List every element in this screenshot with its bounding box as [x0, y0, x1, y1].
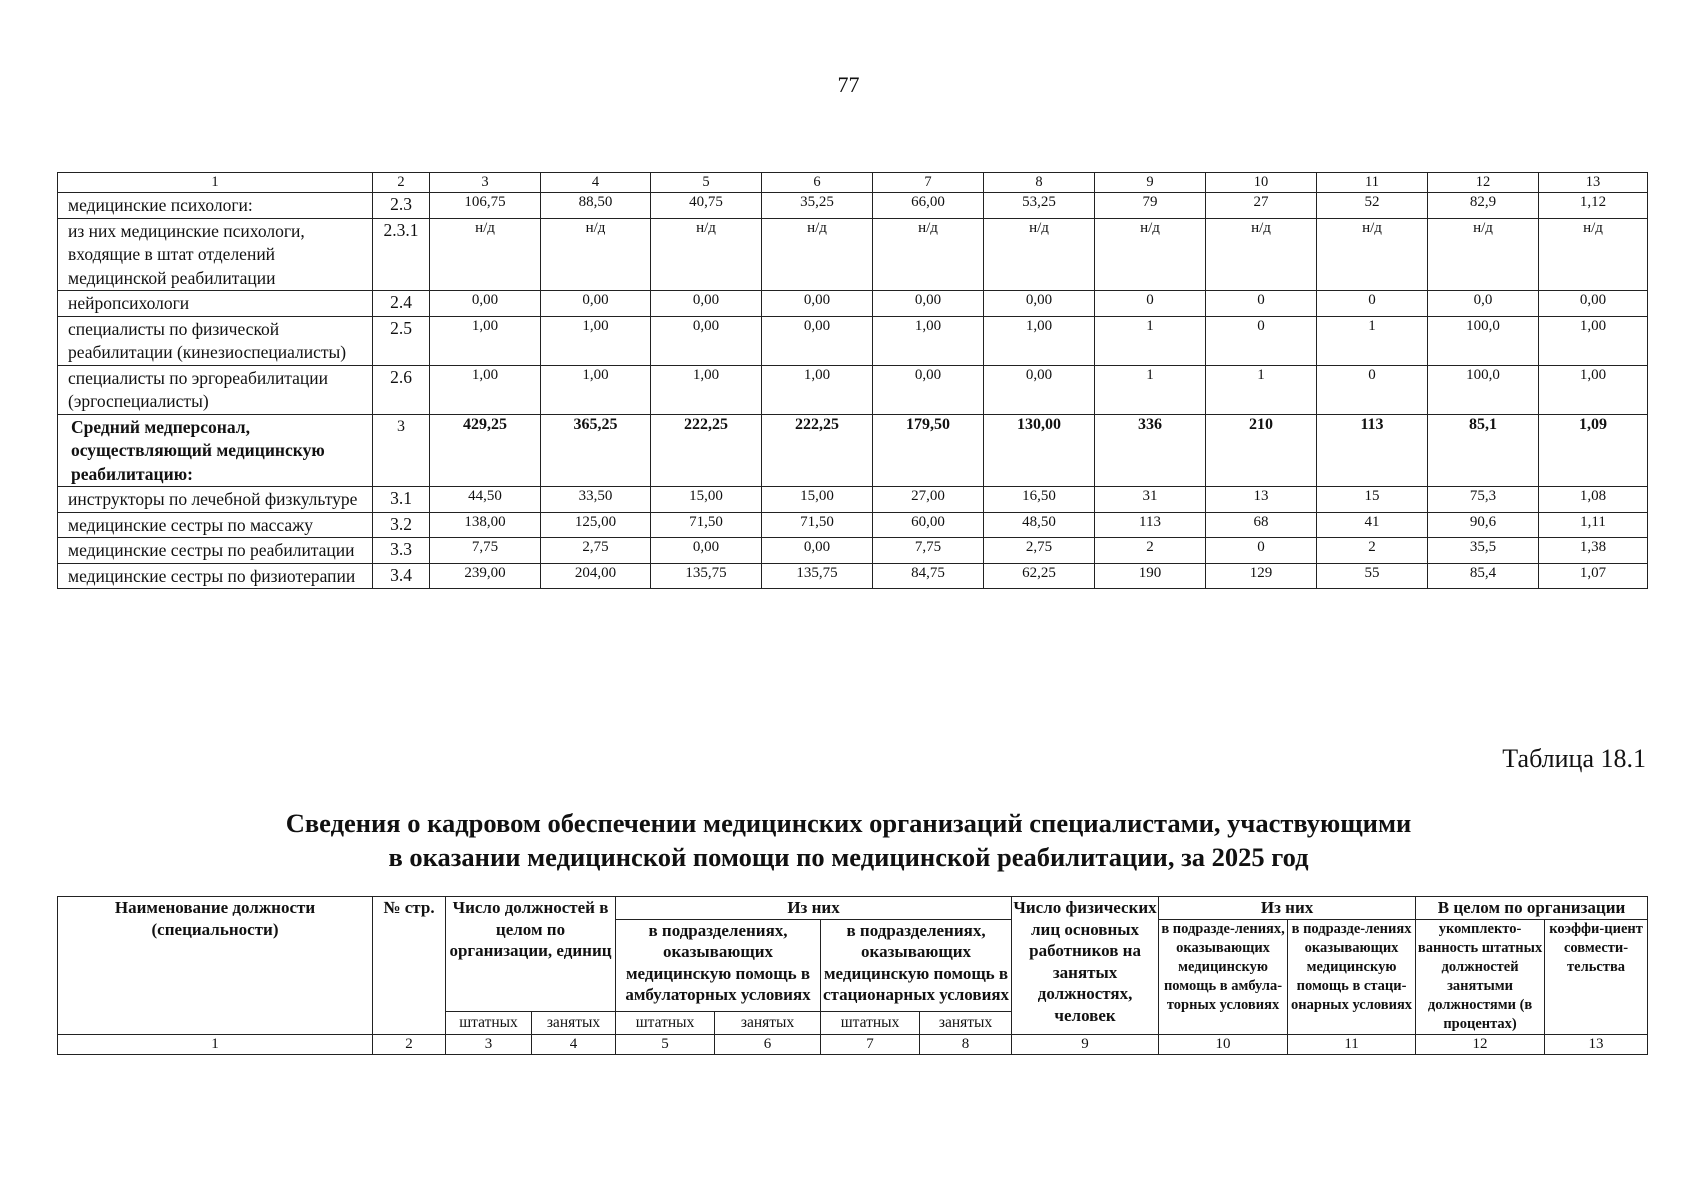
- position-name-cell: из них медицинские психологи, входящие в штат отделений медицинской реабилитации: [58, 218, 373, 291]
- table-row: [58, 512, 1648, 538]
- position-name-cell: Средний медперсонал, осуществляющий медицинскую реабилитацию:: [58, 414, 373, 487]
- value-cell: 0,00: [762, 316, 873, 365]
- value-cell: 52: [1317, 193, 1428, 219]
- value-cell: 68: [1206, 512, 1317, 538]
- col-header-row-number: № стр.: [373, 897, 446, 1035]
- value-cell: 0: [1095, 291, 1206, 317]
- value-cell: 0: [1317, 365, 1428, 414]
- value-cell: 40,75: [651, 193, 762, 219]
- column-number-cell: 2: [373, 173, 430, 193]
- value-cell: 16,50: [984, 487, 1095, 513]
- column-number-cell: 7: [873, 173, 984, 193]
- value-cell: 0,00: [762, 538, 873, 564]
- value-cell: 1: [1317, 316, 1428, 365]
- value-cell: 1,00: [541, 316, 651, 365]
- value-cell: 222,25: [651, 414, 762, 487]
- value-cell: 75,3: [1428, 487, 1539, 513]
- column-number-cell: 5: [616, 1034, 715, 1054]
- value-cell: 1,00: [541, 365, 651, 414]
- col-header-staffing-percent: укомплекто-ванность штатных должностей занятыми должностями (в процентах): [1416, 919, 1545, 1034]
- table-title-line-2: в оказании медицинской помощи по медицинской реабилитации, за 2025 год: [388, 842, 1309, 872]
- value-cell: 179,50: [873, 414, 984, 487]
- table-row: [58, 487, 1648, 513]
- row-code-cell: 2.4: [373, 291, 430, 317]
- value-cell: 135,75: [651, 563, 762, 589]
- column-number-cell: 8: [984, 173, 1095, 193]
- value-cell: 113: [1095, 512, 1206, 538]
- value-cell: 113: [1317, 414, 1428, 487]
- value-cell: 85,1: [1428, 414, 1539, 487]
- value-cell: 1,00: [430, 365, 541, 414]
- value-cell: 7,75: [430, 538, 541, 564]
- value-cell: 0,00: [873, 291, 984, 317]
- value-cell: 1,11: [1539, 512, 1648, 538]
- value-cell: 1,08: [1539, 487, 1648, 513]
- sub-header-staff: штатных: [446, 1012, 532, 1034]
- value-cell: 365,25: [541, 414, 651, 487]
- value-cell: 0,00: [430, 291, 541, 317]
- col-header-coefficient: коэффи-циент совмести-тельства: [1545, 919, 1648, 1034]
- column-number-cell: 10: [1159, 1034, 1288, 1054]
- value-cell: 1,00: [1539, 316, 1648, 365]
- value-cell: 41: [1317, 512, 1428, 538]
- sub-header-occupied: занятых: [532, 1012, 616, 1034]
- value-cell: н/д: [1539, 218, 1648, 291]
- value-cell: 0,00: [651, 538, 762, 564]
- value-cell: н/д: [430, 218, 541, 291]
- column-number-cell: 5: [651, 173, 762, 193]
- value-cell: 1: [1095, 365, 1206, 414]
- table-row: [58, 291, 1648, 317]
- row-code-cell: 2.3.1: [373, 218, 430, 291]
- column-number-cell: 9: [1095, 173, 1206, 193]
- position-name-cell: нейропсихологи: [58, 291, 373, 317]
- page-number: 77: [837, 72, 860, 97]
- value-cell: 90,6: [1428, 512, 1539, 538]
- column-number-cell: 10: [1206, 173, 1317, 193]
- position-name-cell: медицинские сестры по массажу: [58, 512, 373, 538]
- row-code-cell: 2.3: [373, 193, 430, 219]
- value-cell: 2,75: [984, 538, 1095, 564]
- value-cell: 35,5: [1428, 538, 1539, 564]
- value-cell: 1: [1206, 365, 1317, 414]
- table-row: [58, 414, 1648, 487]
- table-row: [58, 316, 1648, 365]
- value-cell: 15: [1317, 487, 1428, 513]
- value-cell: 55: [1317, 563, 1428, 589]
- value-cell: 88,50: [541, 193, 651, 219]
- value-cell: 1,00: [651, 365, 762, 414]
- column-number-cell: 9: [1012, 1034, 1159, 1054]
- value-cell: 27: [1206, 193, 1317, 219]
- table-title-line-1: Сведения о кадровом обеспечении медицинских организаций специалистами, участвующими: [285, 808, 1412, 838]
- column-number-cell: 11: [1317, 173, 1428, 193]
- table-row: [58, 193, 1648, 219]
- value-cell: 100,0: [1428, 316, 1539, 365]
- column-number-cell: 6: [762, 173, 873, 193]
- row-code-cell: 2.5: [373, 316, 430, 365]
- value-cell: 85,4: [1428, 563, 1539, 589]
- value-cell: 0,00: [984, 365, 1095, 414]
- value-cell: н/д: [762, 218, 873, 291]
- value-cell: н/д: [984, 218, 1095, 291]
- column-number-cell: 1: [58, 173, 373, 193]
- value-cell: 1,38: [1539, 538, 1648, 564]
- column-number-cell: 6: [715, 1034, 821, 1054]
- value-cell: 31: [1095, 487, 1206, 513]
- value-cell: н/д: [1317, 218, 1428, 291]
- column-number-cell: 3: [446, 1034, 532, 1054]
- position-name-cell: медицинские сестры по физиотерапии: [58, 563, 373, 589]
- table-row: [58, 563, 1648, 589]
- value-cell: 106,75: [430, 193, 541, 219]
- column-number-cell: 7: [821, 1034, 920, 1054]
- value-cell: н/д: [1206, 218, 1317, 291]
- value-cell: 210: [1206, 414, 1317, 487]
- value-cell: 138,00: [430, 512, 541, 538]
- position-name-cell: медицинские психологи:: [58, 193, 373, 219]
- col-header-inpatient-persons: в подразде-лениях оказывающих медицинскую помощь в стаци-онарных условиях: [1288, 919, 1416, 1034]
- column-number-cell: 13: [1539, 173, 1648, 193]
- value-cell: 48,50: [984, 512, 1095, 538]
- value-cell: 130,00: [984, 414, 1095, 487]
- staffing-header-table: [57, 896, 1648, 1055]
- value-cell: 0,00: [651, 316, 762, 365]
- table-row: [58, 365, 1648, 414]
- value-cell: 129: [1206, 563, 1317, 589]
- value-cell: 0,00: [984, 291, 1095, 317]
- value-cell: 1,00: [762, 365, 873, 414]
- value-cell: 82,9: [1428, 193, 1539, 219]
- value-cell: 84,75: [873, 563, 984, 589]
- value-cell: 1,00: [873, 316, 984, 365]
- column-number-cell: 8: [920, 1034, 1012, 1054]
- value-cell: 0: [1206, 316, 1317, 365]
- column-number-cell: 13: [1545, 1034, 1648, 1054]
- value-cell: 1,12: [1539, 193, 1648, 219]
- value-cell: 1,09: [1539, 414, 1648, 487]
- value-cell: 0: [1206, 538, 1317, 564]
- sub-header-staff: штатных: [616, 1012, 715, 1034]
- sub-header-occupied: занятых: [715, 1012, 821, 1034]
- value-cell: 239,00: [430, 563, 541, 589]
- table-row: [58, 538, 1648, 564]
- value-cell: 7,75: [873, 538, 984, 564]
- col-header-position-name: Наименование должности (специальности): [58, 897, 373, 1035]
- position-name-cell: специалисты по эргореабилитации (эргоспециалисты): [58, 365, 373, 414]
- value-cell: 62,25: [984, 563, 1095, 589]
- value-cell: 336: [1095, 414, 1206, 487]
- col-header-outpatient-persons: в подразде-лениях, оказывающих медицинскую помощь в амбула-торных условиях: [1159, 919, 1288, 1034]
- row-code-cell: 3.4: [373, 563, 430, 589]
- value-cell: 2: [1095, 538, 1206, 564]
- group-header-of-them-positions: Из них: [616, 897, 1012, 920]
- value-cell: 13: [1206, 487, 1317, 513]
- value-cell: н/д: [651, 218, 762, 291]
- value-cell: 0,00: [651, 291, 762, 317]
- table-row: [58, 218, 1648, 291]
- value-cell: 0,00: [873, 365, 984, 414]
- value-cell: 1: [1095, 316, 1206, 365]
- column-number-row: [58, 173, 1648, 193]
- value-cell: н/д: [873, 218, 984, 291]
- value-cell: 190: [1095, 563, 1206, 589]
- value-cell: н/д: [1428, 218, 1539, 291]
- value-cell: 33,50: [541, 487, 651, 513]
- col-header-total-positions: Число должностей в целом по организации, единиц: [446, 897, 616, 1012]
- value-cell: 0: [1317, 291, 1428, 317]
- col-header-outpatient-units: в подразделениях, оказывающих медицинскую помощь в амбулаторных условиях: [616, 919, 821, 1012]
- row-code-cell: 3.2: [373, 512, 430, 538]
- value-cell: 100,0: [1428, 365, 1539, 414]
- col-header-physical-persons: Число физических лиц основных работников на занятых должностях, человек: [1012, 897, 1159, 1035]
- value-cell: 15,00: [651, 487, 762, 513]
- value-cell: 1,00: [430, 316, 541, 365]
- row-code-cell: 3.3: [373, 538, 430, 564]
- column-number-cell: 4: [532, 1034, 616, 1054]
- column-number-cell: 4: [541, 173, 651, 193]
- row-code-cell: 3.1: [373, 487, 430, 513]
- value-cell: 27,00: [873, 487, 984, 513]
- value-cell: 0,00: [762, 291, 873, 317]
- value-cell: 1,00: [1539, 365, 1648, 414]
- value-cell: 71,50: [762, 512, 873, 538]
- table-label: Таблица 18.1: [1502, 744, 1646, 773]
- column-number-cell: 12: [1416, 1034, 1545, 1054]
- value-cell: 44,50: [430, 487, 541, 513]
- value-cell: 79: [1095, 193, 1206, 219]
- column-number-cell: 1: [58, 1034, 373, 1054]
- column-number-row: [58, 1034, 1648, 1054]
- value-cell: 135,75: [762, 563, 873, 589]
- group-header-of-them-persons: Из них: [1159, 897, 1416, 920]
- value-cell: 60,00: [873, 512, 984, 538]
- value-cell: 0,0: [1428, 291, 1539, 317]
- row-code-cell: 2.6: [373, 365, 430, 414]
- value-cell: 429,25: [430, 414, 541, 487]
- value-cell: 0,00: [1539, 291, 1648, 317]
- value-cell: 35,25: [762, 193, 873, 219]
- column-number-cell: 3: [430, 173, 541, 193]
- group-header-organization-total: В целом по организации: [1416, 897, 1648, 920]
- sub-header-staff: штатных: [821, 1012, 920, 1034]
- value-cell: 0: [1206, 291, 1317, 317]
- sub-header-occupied: занятых: [920, 1012, 1012, 1034]
- value-cell: н/д: [1095, 218, 1206, 291]
- value-cell: 53,25: [984, 193, 1095, 219]
- column-number-cell: 11: [1288, 1034, 1416, 1054]
- row-code-cell: 3: [373, 414, 430, 487]
- value-cell: 222,25: [762, 414, 873, 487]
- position-name-cell: специалисты по физической реабилитации (кинезиоспециалисты): [58, 316, 373, 365]
- value-cell: н/д: [541, 218, 651, 291]
- value-cell: 0,00: [541, 291, 651, 317]
- col-header-inpatient-units: в подразделениях, оказывающих медицинскую помощь в стационарных условиях: [821, 919, 1012, 1012]
- value-cell: 204,00: [541, 563, 651, 589]
- value-cell: 66,00: [873, 193, 984, 219]
- column-number-cell: 2: [373, 1034, 446, 1054]
- staffing-continuation-table: [57, 172, 1648, 589]
- value-cell: 1,00: [984, 316, 1095, 365]
- value-cell: 125,00: [541, 512, 651, 538]
- value-cell: 2,75: [541, 538, 651, 564]
- column-number-cell: 12: [1428, 173, 1539, 193]
- value-cell: 15,00: [762, 487, 873, 513]
- value-cell: 1,07: [1539, 563, 1648, 589]
- position-name-cell: медицинские сестры по реабилитации: [58, 538, 373, 564]
- value-cell: 2: [1317, 538, 1428, 564]
- value-cell: 71,50: [651, 512, 762, 538]
- position-name-cell: инструкторы по лечебной физкультуре: [58, 487, 373, 513]
